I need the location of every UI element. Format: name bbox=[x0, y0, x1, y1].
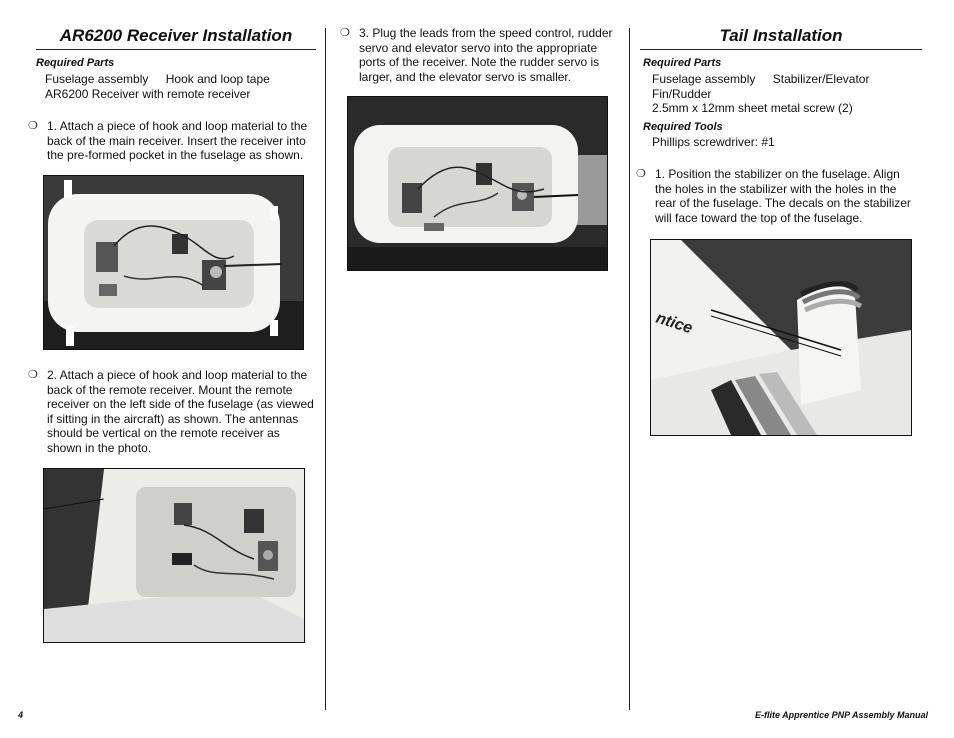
manual-title: E-flite Apprentice PNP Assembly Manual bbox=[754, 710, 928, 720]
tools-line-1: Phillips screwdriver: #1 bbox=[652, 134, 775, 149]
title-underline bbox=[640, 49, 922, 50]
parts-line-1 bbox=[652, 72, 926, 87]
parts-line-3: 2.5mm x 12mm sheet metal screw (2) bbox=[652, 101, 853, 115]
column-divider-right bbox=[629, 28, 630, 710]
part-stabilizer-elevator: Stabilizer/Elevator bbox=[772, 72, 870, 86]
left-column-lower bbox=[28, 368, 316, 456]
photo-remote-receiver-graphic bbox=[44, 469, 304, 642]
receiver-installation-title: AR6200 Receiver Installation bbox=[59, 26, 293, 45]
column-divider-left bbox=[325, 28, 326, 710]
step-3 bbox=[340, 26, 621, 84]
checkbox-bullet-icon: ❍ bbox=[28, 369, 38, 381]
page-number: 4 bbox=[18, 710, 24, 720]
part-hook-loop: Hook and loop tape bbox=[165, 72, 270, 86]
middle-column bbox=[340, 26, 625, 84]
parts-line-1 bbox=[45, 72, 316, 87]
step-1-tail bbox=[636, 167, 919, 225]
photo-receiver-leads bbox=[347, 96, 608, 271]
required-parts-heading: Required Parts bbox=[36, 57, 115, 69]
step-2-text: 2. Attach a piece of hook and loop material to the back of the remote receiver. Mount the remote receiver on the left side of the fuselage (as viewed if sitting in the aircraft) as shown. The antennas should be vertical on the remote receiver as shown in the photo. bbox=[47, 368, 314, 455]
required-parts-heading: Required Parts bbox=[643, 57, 722, 69]
step-3-text: 3. Plug the leads from the speed control, rudder servo and elevator servo into the appropriate ports of the receiver. Note the rudder servo is larger, and the elevator servo is smaller. bbox=[359, 26, 613, 84]
photo-tail-stabilizer bbox=[650, 239, 912, 436]
photo-remote-receiver bbox=[43, 468, 305, 643]
part-fuselage: Fuselage assembly bbox=[45, 72, 149, 86]
checkbox-bullet-icon: ❍ bbox=[28, 120, 38, 132]
photo-main-receiver-graphic bbox=[44, 176, 303, 349]
part-fuselage: Fuselage assembly bbox=[652, 72, 756, 86]
required-tools-heading: Required Tools bbox=[643, 120, 723, 133]
title-underline bbox=[36, 49, 316, 50]
parts-line-2: AR6200 Receiver with remote receiver bbox=[45, 86, 251, 101]
decal-lettering: ntice bbox=[653, 309, 695, 338]
right-column bbox=[636, 0, 926, 225]
photo-receiver-leads-graphic bbox=[348, 97, 607, 270]
step-1-text: 1. Attach a piece of hook and loop material to the back of the main receiver. Insert the receiver into the pre-formed pocket in the fuselage as shown. bbox=[47, 119, 308, 163]
parts-line-2: Fin/Rudder bbox=[652, 86, 712, 101]
checkbox-bullet-icon: ❍ bbox=[636, 168, 646, 180]
photo-main-receiver bbox=[43, 175, 304, 350]
tail-installation-title: Tail Installation bbox=[719, 26, 843, 45]
checkbox-bullet-icon: ❍ bbox=[340, 27, 350, 39]
step-1-tail-text: 1. Position the stabilizer on the fuselage. Align the holes in the stabilizer with the holes in the rear of the fuselage. The decals on the stabilizer will face toward the top of the fuselage. bbox=[655, 167, 911, 225]
photo-tail-stabilizer-graphic bbox=[651, 240, 911, 435]
step-1 bbox=[28, 119, 315, 163]
step-2 bbox=[28, 368, 315, 456]
left-column bbox=[28, 0, 316, 163]
